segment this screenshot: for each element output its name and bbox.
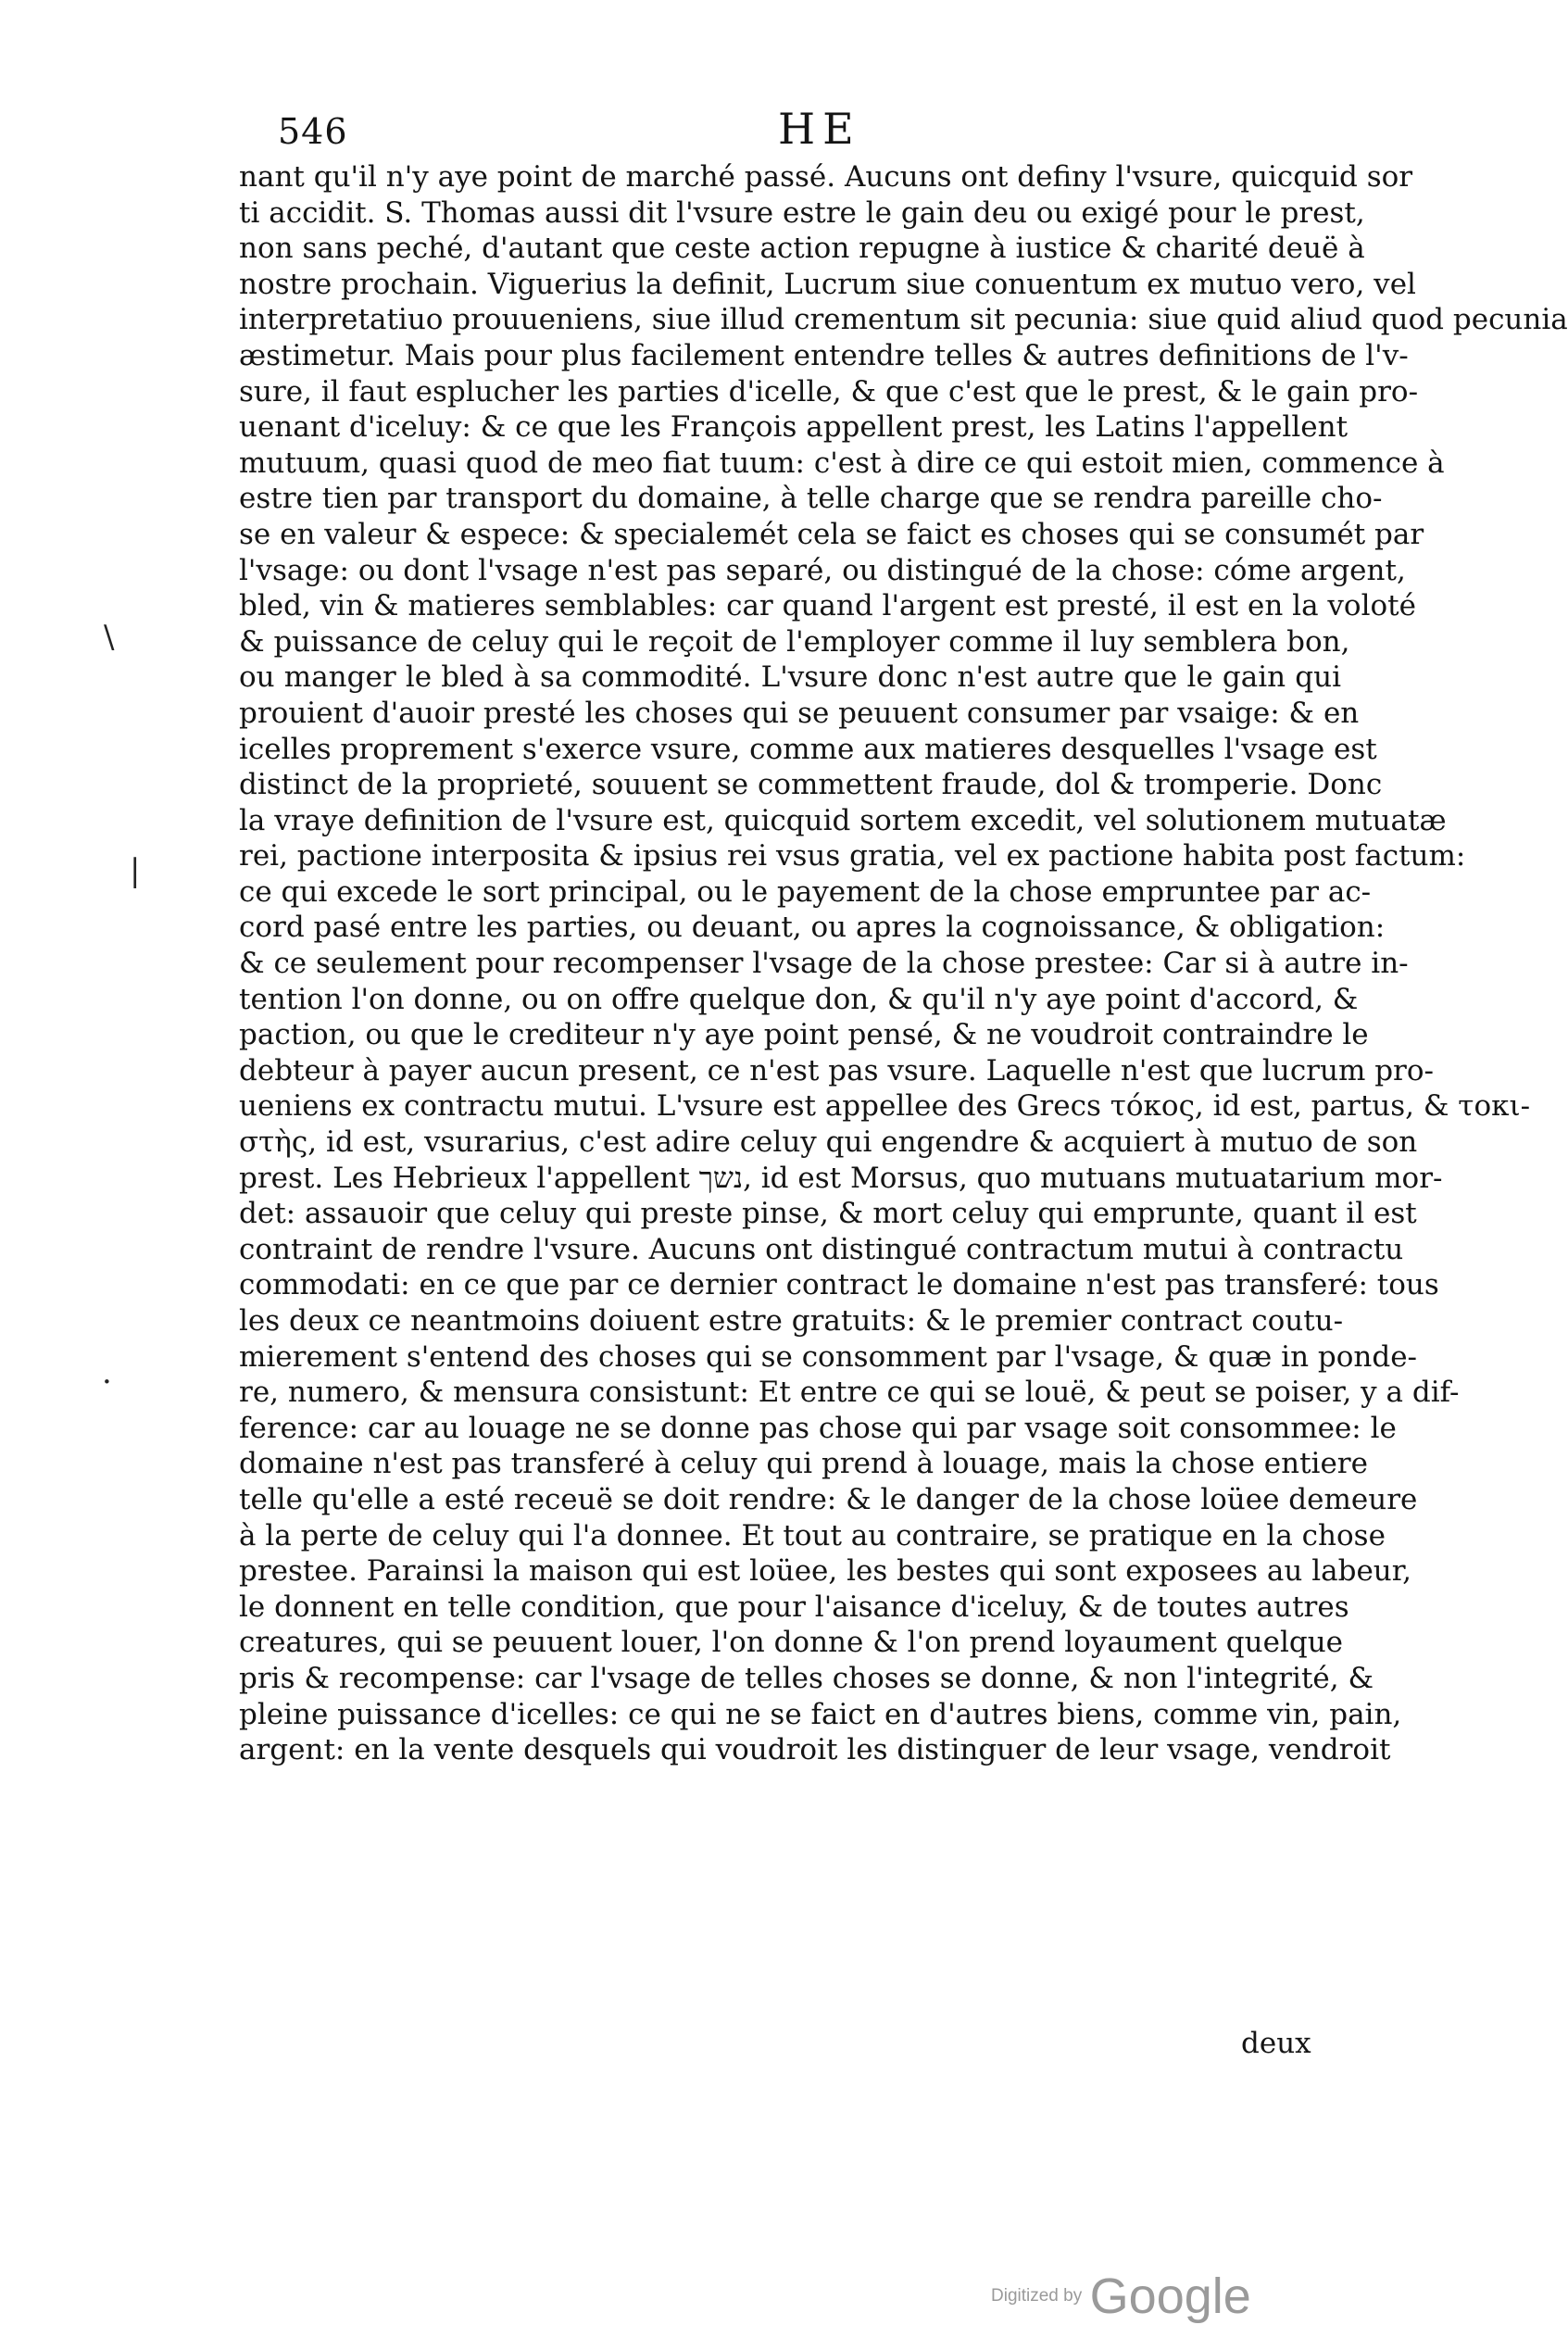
text-line: bled, vin & matieres semblables: car quand l'argent est presté, il est en la voloté [239,589,1416,623]
text-line: sure, il faut esplucher les parties d'icelle, & que c'est que le prest, & le gain pro- [239,374,1419,408]
margin-mark: · [102,1364,112,1401]
text-line: estre tien par transport du domaine, à telle charge que se rendra pareille cho- [239,482,1383,516]
text-line: non sans peché, d'autant que ceste action repugne à iustice & charité deuë à [239,232,1365,266]
text-line: re, numero, & mensura consistunt: Et entre ce qui se louë, & peut se poiser, y a dif- [239,1376,1460,1410]
text-line: ference: car au louage ne se donne pas chose qui par vsage soit consommee: le [239,1411,1397,1445]
text-line: la vraye definition de l'vsure est, quicquid sortem excedit, vel solutionem mutuatæ [239,803,1447,837]
margin-mark: \ [104,619,115,656]
text-line: nant qu'il n'y aye point de marché passé. Aucuns ont definy l'vsure, quicquid sor [239,160,1413,194]
text-line: ti accidit. S. Thomas aussi dit l'vsure estre le gain deu ou exigé pour le prest, [239,195,1365,230]
text-line: ueniens ex contractu mutui. L'vsure est appellee des Grecs τόκος, id est, partus, & τοκι- [239,1089,1531,1124]
running-head: HE [778,104,861,154]
text-line: tention l'on donne, ou on offre quelque don, & qu'il n'y aye point d'accord, & [239,982,1359,1016]
watermark-prefix: Digitized by [991,2286,1083,2306]
text-line: det: assauoir que celuy qui preste pinse, & mort celuy qui emprunte, quant il est [239,1197,1417,1231]
page-header [278,104,1352,159]
text-line: creatures, qui se peuuent louer, l'on donne & l'on prend loyaument quelque [239,1626,1344,1660]
text-line: pris & recompense: car l'vsage de telles choses se donne, & non l'integrité, & [239,1661,1374,1695]
text-line: interpretatiuo prouueniens, siue illud crementum sit pecunia: siue quid aliud quod pecunia [239,303,1568,337]
text-line: rei, pactione interposita & ipsius rei vsus gratia, vel ex pactione habita post factum: [239,839,1466,873]
text-line: telle qu'elle a esté receuë se doit rendre: & le danger de la chose loüee demeure [239,1482,1418,1516]
digitized-by-watermark [991,2268,1251,2325]
text-line: argent: en la vente desquels qui voudroit les distinguer de leur vsage, vendroit [239,1733,1391,1767]
text-line: στὴς, id est, vsurarius, c'est adire celuy qui engendre & acquiert à mutuo de son [239,1125,1418,1160]
google-logo: Google [1089,2268,1251,2324]
body-text [239,159,1568,1768]
text-line: æstimetur. Mais pour plus facilement entendre telles & autres definitions de l'v- [239,338,1409,372]
text-line: icelles proprement s'exerce vsure, comme aux matieres desquelles l'vsage est [239,732,1377,766]
text-line: prest. Les Hebrieux l'appellent נשך, id est Morsus, quo mutuans mutuatarium mor- [239,1161,1443,1195]
text-line: uenant d'iceluy: & ce que les François appellent prest, les Latins l'appellent [239,410,1348,445]
text-line: le donnent en telle condition, que pour l'aisance d'iceluy, & de toutes autres [239,1590,1349,1624]
text-line: distinct de la proprieté, souuent se commettent fraude, dol & tromperie. Donc [239,768,1383,802]
text-line: ce qui excede le sort principal, ou le payement de la chose empruntee par ac- [239,874,1372,909]
text-line: commodati: en ce que par ce dernier contract le domaine n'est pas transferé: tous [239,1268,1439,1302]
text-line: cord pasé entre les parties, ou deuant, ou apres la cognoissance, & obligation: [239,911,1386,945]
text-line: nostre prochain. Viguerius la definit, Lucrum siue conuentum ex mutuo vero, vel [239,267,1416,301]
margin-mark: | [130,852,141,889]
catchword: deux [1241,2027,1311,2060]
text-line: se en valeur & espece: & specialemét cela se faict es choses qui se consumét par [239,517,1424,551]
text-line: domaine n'est pas transferé à celuy qui prend à louage, mais la chose entiere [239,1447,1368,1481]
text-line: les deux ce neantmoins doiuent estre gratuits: & le premier contract coutu- [239,1304,1344,1338]
text-line: paction, ou que le crediteur n'y aye point pensé, & ne voudroit contraindre le [239,1018,1369,1052]
text-line: l'vsage: ou dont l'vsage n'est pas separé, ou distingué de la chose: cóme argent, [239,553,1406,587]
text-line: prouient d'auoir presté les choses qui se peuuent consumer par vsaige: & en [239,696,1360,730]
text-line: & ce seulement pour recompenser l'vsage de la chose prestee: Car si à autre in- [239,947,1409,981]
text-line: ou manger le bled à sa commodité. L'vsure donc n'est autre que le gain qui [239,660,1341,695]
text-line: prestee. Parainsi la maison qui est loüee, les bestes qui sont exposees au labeur, [239,1554,1412,1589]
page-number: 546 [278,111,348,152]
text-line: & puissance de celuy qui le reçoit de l'employer comme il luy semblera bon, [239,624,1350,659]
text-line: à la perte de celuy qui l'a donnee. Et tout au contraire, se pratique en la chose [239,1518,1386,1552]
text-line: debteur à payer aucun present, ce n'est pas vsure. Laquelle n'est que lucrum pro- [239,1053,1435,1087]
text-line: mutuum, quasi quod de meo fiat tuum: c'est à dire ce qui estoit mien, commence à [239,446,1445,480]
text-line: mierement s'entend des choses qui se consomment par l'vsage, & quæ in ponde- [239,1339,1418,1374]
text-line: pleine puissance d'icelles: ce qui ne se faict en d'autres biens, comme vin, pain, [239,1697,1402,1731]
text-line: contraint de rendre l'vsure. Aucuns ont distingué contractum mutui à contractu [239,1232,1404,1266]
